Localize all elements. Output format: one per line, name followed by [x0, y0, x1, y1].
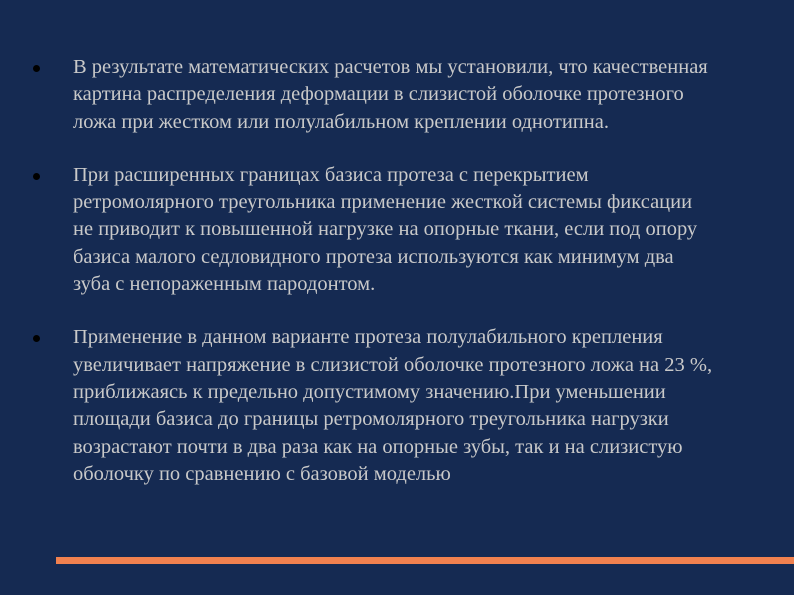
- bullet-dot-icon: [33, 335, 40, 342]
- bullet-dot-icon: [33, 65, 40, 72]
- bullet-list: [33, 54, 713, 514]
- accent-bar: [56, 557, 794, 564]
- bullet-text-1: В результате математических расчетов мы установили, что качественная картина распределения деформации в слизистой оболочке протезного ложа при жестком или полулабильном креплении однотипна.: [73, 56, 708, 133]
- bullet-text-2: При расширенных границах базиса протеза с перекрытием ретромолярного треугольника применение жесткой системы фиксации не приводит к повышенной нагрузке на опорные ткани, если под опору базиса малого седловидного протеза используются как минимум два зуба с непораженным пародонтом.: [73, 163, 698, 296]
- bullet-dot-icon: [33, 173, 40, 180]
- bullet-item-3: [33, 324, 713, 488]
- bullet-item-1: [33, 54, 713, 136]
- bullet-item-2: [33, 162, 713, 298]
- bullet-text-3: Применение в данном варианте протеза полулабильного крепления увеличивает напряжение в слизистой оболочке протезного ложа на 23 %, приближаясь к предельно допустимому значению.При уменьшении площади базиса до границы ретромолярного треугольника нагрузки возрастают почти в два раза как на опорные зубы, так и на слизистую оболочку по сравнению с базовой моделью: [73, 326, 713, 485]
